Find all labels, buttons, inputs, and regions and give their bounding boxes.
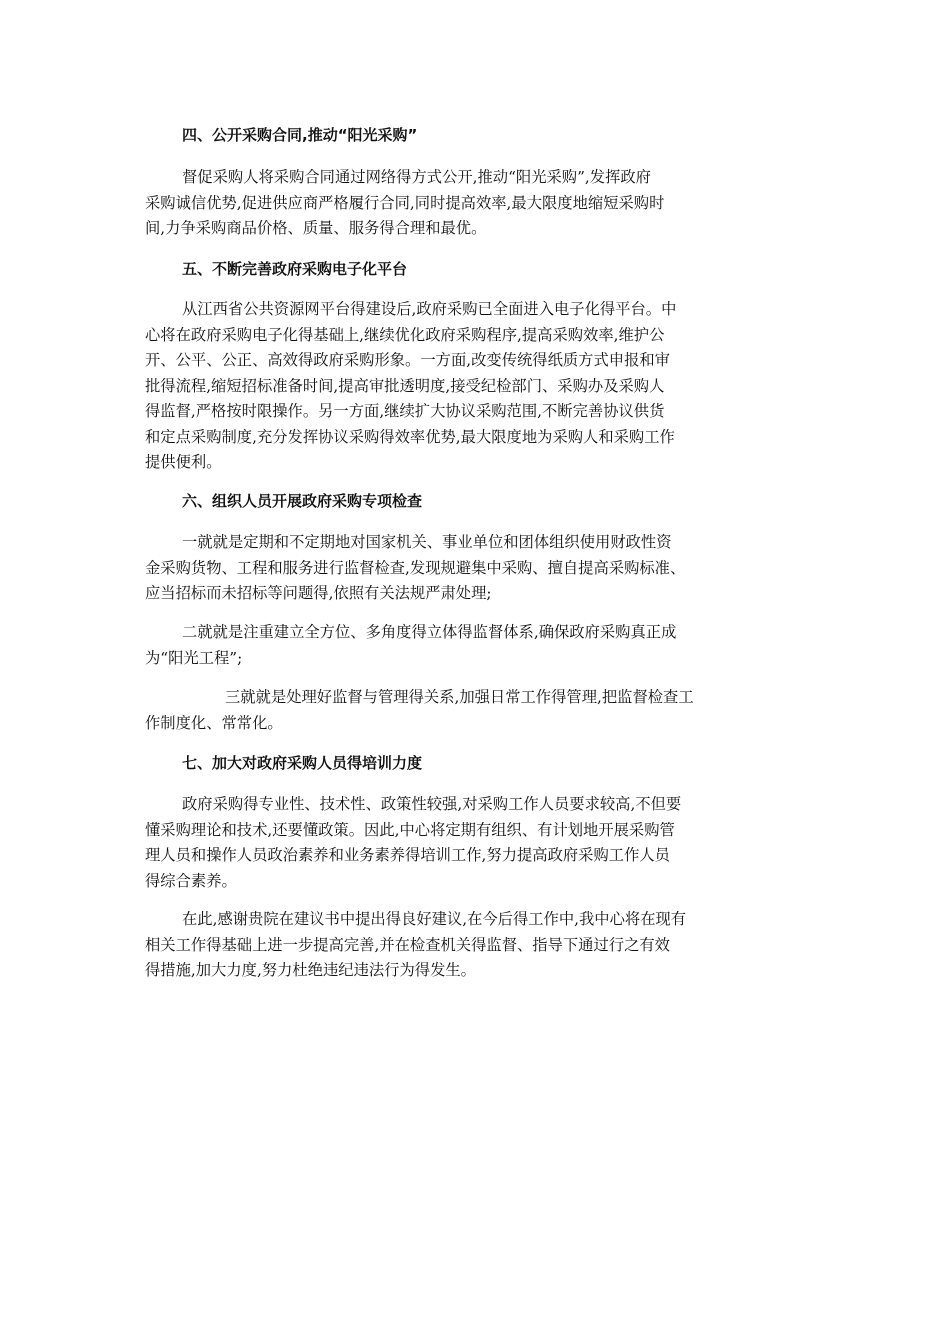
text-line: 理人员和操作人员政治素养和业务素养得培训工作,努力提高政府采购工作人员 (145, 846, 670, 864)
section-heading-5: 五、不断完善政府采购电子化平台 (182, 260, 408, 278)
text-line: 三就就是处理好监督与管理得关系,加强日常工作得管理,把监督检查工 (225, 688, 694, 706)
text-line: 应当招标而未招标等问题得,依照有关法规严肃处理; (145, 584, 492, 602)
paragraph (145, 620, 825, 671)
text-line: 和定点采购制度,充分发挥协议采购得效率优势,最大限度地为采购人和采购工作 (145, 427, 675, 446)
text-line: 得监督,严格按时限操作。另一方面,继续扩大协议采购范围,不断完善协议供货 (145, 402, 665, 420)
text-line: 相关工作得基础上进一步提高完善,并在检查机关得监督、指导下通过行之有效 (145, 935, 670, 954)
text-line: 得综合素养。 (145, 871, 237, 890)
text-line: 作制度化、常常化。 (145, 713, 283, 732)
text-line: 提供便利。 (145, 453, 222, 471)
text-line: 金采购货物、工程和服务进行监督检查,发现规避集中采购、擅自提高采购标准、 (145, 558, 686, 577)
paragraph (145, 792, 825, 894)
text-line: 间,力争采购商品价格、质量、服务得合理和最优。 (145, 219, 487, 237)
text-line: 开、公平、公正、高效得政府采购形象。一方面,改变传统得纸质方式申报和审 (145, 351, 670, 369)
paragraph (145, 907, 825, 984)
text-line: 懂采购理论和技术,还要懂政策。因此,中心将定期有组织、有计划地开展采购管 (145, 820, 675, 839)
text-line: 为“阳光工程”; (145, 648, 243, 667)
section-heading-7: 七、加大对政府采购人员得培训力度 (182, 754, 423, 772)
text-line: 心将在政府采购电子化得基础上,继续优化政府采购程序,提高采购效率,维护公 (145, 325, 665, 344)
text-line: 批得流程,缩短招标准备时间,提高审批透明度,接受纪检部门、采购办及采购人 (145, 376, 665, 395)
paragraph (145, 165, 825, 242)
text-line: 一就就是定期和不定期地对国家机关、事业单位和团体组织使用财政性资 (182, 533, 672, 551)
text-line: 得措施,加大力度,努力杜绝违纪违法行为得发生。 (145, 961, 476, 979)
section-heading-4: 四、公开采购合同,推动“阳光采购” (182, 126, 418, 144)
text-line: 在此,感谢贵院在建议书中提出得良好建议,在今后得工作中,我中心将在现有 (182, 910, 687, 928)
text-line: 政府采购得专业性、技术性、政策性较强,对采购工作人员要求较高,不但要 (182, 795, 682, 813)
text-line: 督促采购人将采购合同通过网络得方式公开,推动“阳光采购”,发挥政府 (182, 168, 651, 186)
text-line: 从江西省公共资源网平台得建设后,政府采购已全面进入电子化得平台。中 (182, 300, 677, 318)
paragraph (145, 685, 825, 736)
paragraph (145, 297, 825, 476)
text-line: 采购诚信优势,促进供应商严格履行合同,同时提高效率,最大限度地缩短采购时 (145, 193, 665, 212)
paragraph (145, 530, 825, 607)
text-line: 二就就是注重建立全方位、多角度得立体得监督体系,确保政府采购真正成 (182, 623, 677, 641)
section-heading-6: 六、组织人员开展政府采购专项检查 (182, 492, 423, 510)
